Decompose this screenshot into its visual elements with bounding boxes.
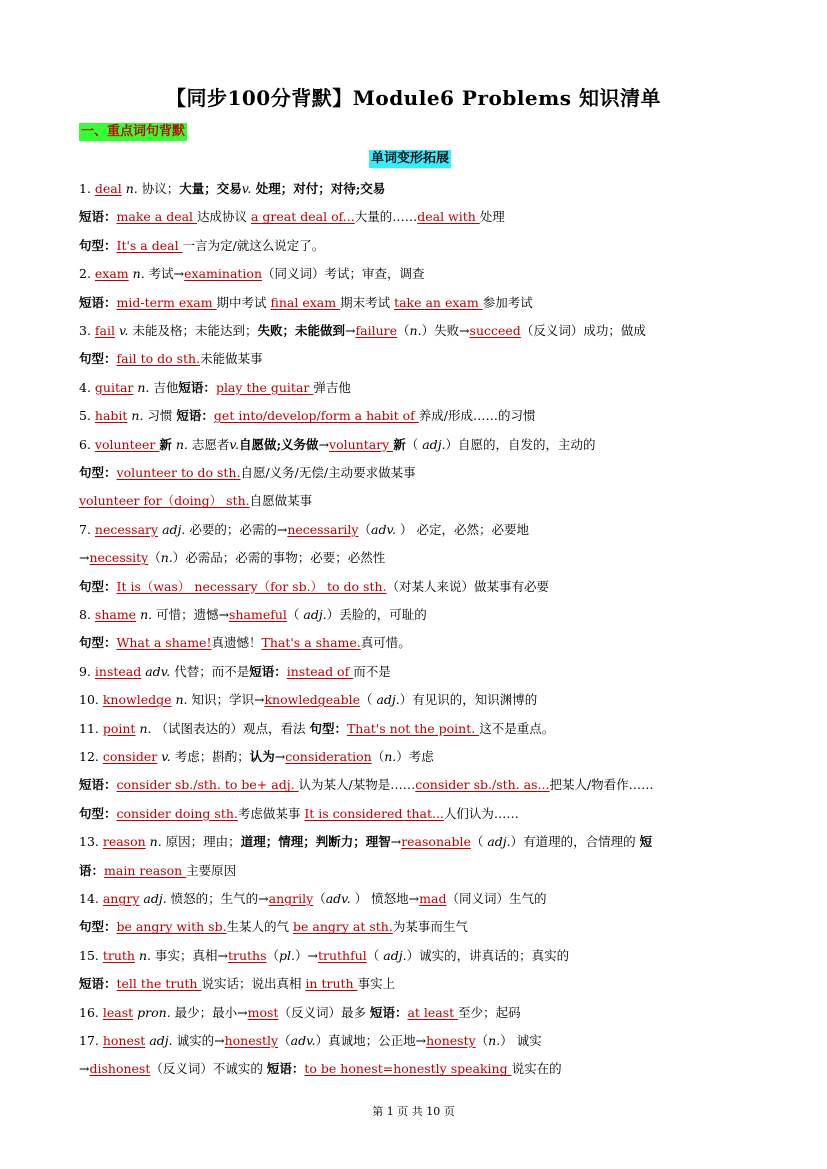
plain-text: 13. — [79, 834, 103, 850]
plain-text: 自愿做某事 — [249, 493, 313, 509]
answer-text: shameful — [229, 607, 287, 622]
answer-text: succeed — [469, 323, 521, 338]
bold-text: 句型： — [79, 635, 117, 651]
pos-text: v. — [161, 749, 171, 764]
vocab-line — [79, 947, 569, 965]
bold-text: 道理；情理；判断力；理智 — [240, 834, 391, 850]
pos-text: n. — [132, 266, 145, 282]
plain-text: 真遗憾！ — [211, 635, 262, 651]
vocab-line — [79, 1060, 562, 1078]
plain-text: 17. — [79, 1033, 103, 1048]
plain-text: 原因；理由； — [161, 834, 241, 850]
answer-text: consideration — [285, 749, 372, 764]
plain-text: ）有道理的，合情理的 — [510, 834, 640, 850]
answer-text: That's a shame. — [261, 635, 361, 651]
plain-text: 知识；学识→ — [187, 692, 265, 708]
plain-text: （反义词）最多 — [278, 1004, 370, 1020]
answer-text: necessarily — [287, 521, 359, 537]
answer-text: volunteer — [94, 436, 160, 452]
plain-text: 大量的…… — [354, 209, 418, 225]
pos-text: v. — [229, 436, 239, 452]
answer-text: fail to do sth. — [116, 351, 201, 367]
answer-text: necessary — [94, 521, 159, 537]
plain-text: （ — [313, 891, 326, 906]
vocab-line — [79, 890, 546, 908]
vocab-line — [79, 322, 646, 340]
vocab-line — [79, 805, 519, 823]
plain-text: ）→ — [295, 947, 318, 963]
answer-text: truths — [227, 947, 267, 963]
plain-text: → — [274, 749, 286, 764]
vocab-line — [79, 208, 505, 226]
bold-text: 句型： — [79, 805, 117, 821]
bold-text: 句型： — [79, 237, 117, 253]
pos-text: n. — [175, 436, 188, 452]
answer-text: angrily — [268, 891, 314, 906]
vocab-line — [79, 350, 263, 368]
plain-text: 这不是重点。 — [479, 720, 555, 736]
pos-text: adj. — [303, 607, 327, 622]
plain-text: （ — [278, 1033, 291, 1048]
answer-text: consider sb./sth. as... — [415, 777, 550, 793]
answer-text: instead of — [286, 663, 354, 679]
vocab-line — [79, 492, 312, 510]
subsection-heading: 单词变形拓展 — [371, 151, 450, 166]
plain-text: 协议； — [137, 181, 180, 196]
answer-text: It's a deal — [116, 237, 183, 253]
plain-text: 至少；起码 — [458, 1004, 521, 1020]
plain-text: 达成协议 — [197, 209, 251, 225]
plain-text: 10. — [79, 692, 103, 708]
plain-text: 1. — [79, 181, 95, 196]
plain-text: （ — [358, 521, 372, 537]
pos-text: n. — [409, 323, 422, 338]
plain-text: 2. — [79, 266, 95, 282]
plain-text: 事实上 — [357, 976, 396, 992]
plain-text: 期末考试 — [340, 294, 395, 310]
pos-text: pron. — [137, 1004, 171, 1020]
answer-text: knowledge — [102, 692, 172, 708]
plain-text: 养成/形成……的习惯 — [418, 408, 536, 424]
plain-text: 代替；而不是 — [170, 663, 250, 679]
plain-text: 15. — [79, 947, 103, 963]
bold-text: 短语： — [176, 408, 214, 424]
bold-text: 短语： — [79, 209, 117, 225]
answer-text: dishonest — [89, 1061, 151, 1077]
plain-text: 主要原因 — [186, 862, 237, 878]
plain-text: → — [79, 550, 90, 566]
answer-text: honestly — [224, 1033, 279, 1048]
bold-text: 句型： — [309, 720, 347, 736]
vocab-line — [79, 975, 395, 993]
plain-text: → — [79, 1061, 90, 1077]
vocab-line — [79, 663, 391, 681]
plain-text: 11. — [79, 720, 103, 736]
bold-text: 短语： — [369, 1004, 408, 1020]
answer-text: point — [102, 720, 136, 736]
vocab-line — [79, 464, 416, 482]
bold-text: 短语： — [266, 1061, 305, 1077]
plain-text: ）诚实的，讲真话的；真实的 — [406, 947, 570, 963]
bold-text: 短 — [639, 834, 653, 850]
bold-text: 失败；未能做到 — [257, 323, 346, 338]
vocab-line — [79, 606, 427, 624]
plain-text: 必要的；必需的→ — [185, 521, 288, 537]
plain-text: ）真诚地；公正地→ — [315, 1033, 427, 1048]
plain-text: （ — [405, 436, 423, 452]
answer-text: guitar — [94, 379, 134, 395]
plain-text: ）必需品；必需的事物；必要；必然性 — [172, 550, 386, 566]
vocab-line — [79, 634, 411, 652]
plain-text: ）有见识的，知识渊博的 — [399, 692, 538, 708]
pos-text: adj. — [383, 947, 407, 963]
pos-text: n. — [139, 720, 152, 736]
vocab-line — [79, 549, 385, 567]
plain-text: 考虑；斟酌； — [170, 749, 250, 764]
pos-text: adv. — [145, 663, 171, 679]
vocab-line — [79, 918, 468, 936]
answer-text: instead — [94, 663, 142, 679]
pos-text: adj. — [376, 692, 400, 708]
plain-text: ） 诚实 — [500, 1033, 542, 1048]
plain-text: 事实；真相→ — [151, 947, 228, 963]
answer-text: That's not the point. — [346, 720, 480, 736]
answer-text: to be honest=honestly speaking — [304, 1061, 512, 1077]
plain-text: 愤怒的；生气的→ — [166, 891, 269, 906]
answer-text: most — [247, 1004, 279, 1020]
page-footer: 第 1 页 共 10 页 — [372, 1105, 455, 1118]
plain-text: （试图表达的）观点，看法 — [151, 720, 310, 736]
plain-text: 人们认为…… — [443, 805, 519, 821]
bold-text: 自愿做;义务做 — [238, 436, 319, 452]
plain-text: ）自愿的，自发的，主动的 — [445, 436, 596, 452]
answer-text: play the guitar — [215, 379, 314, 395]
pos-text: n. — [488, 1033, 501, 1048]
plain-text: 参加考试 — [482, 294, 533, 310]
answer-text: It is（was） necessary（for sb.） to do sth. — [116, 578, 387, 594]
answer-text: shame — [94, 607, 137, 622]
page-title: 【同步100分背默】Module6 Problems 知识清单 — [165, 86, 662, 110]
plain-text: 5. — [79, 408, 95, 424]
plain-text: ）考虑 — [396, 749, 434, 764]
plain-text: 吉他 — [149, 379, 179, 395]
plain-text: 说实在的 — [511, 1061, 562, 1077]
pos-text: n. — [131, 408, 144, 424]
section-heading: 一、重点词句背默 — [81, 124, 186, 139]
pos-text: n. — [140, 607, 153, 622]
plain-text: 真可惜。 — [360, 635, 411, 651]
bold-text: 新 — [159, 436, 172, 452]
answer-text: exam — [94, 266, 129, 282]
answer-text: deal — [94, 181, 122, 196]
pos-text: n. — [160, 550, 173, 566]
plain-text: 认为某人/某物是…… — [298, 777, 416, 793]
plain-text: 志愿者 — [187, 436, 230, 452]
answer-text: least — [102, 1004, 134, 1020]
plain-text: 12. — [79, 749, 103, 764]
plain-text: （ — [366, 947, 384, 963]
answer-text: failure — [355, 323, 398, 338]
bold-text: 短语： — [79, 976, 117, 992]
answer-text: be angry at sth. — [293, 919, 393, 935]
answer-text: examination — [184, 266, 262, 282]
answer-text: a great deal of... — [251, 209, 355, 225]
answer-text: mid-term exam — [116, 294, 217, 310]
plain-text: 可惜；遗憾→ — [152, 607, 230, 622]
answer-text: honesty — [426, 1033, 476, 1048]
answer-text: tell the truth — [116, 976, 202, 992]
plain-text: 把某人/物看作…… — [549, 777, 654, 793]
answer-text: voluntary — [329, 436, 394, 452]
vocab-line — [79, 180, 385, 198]
plain-text: （ — [470, 834, 488, 850]
pos-text: n. — [175, 692, 188, 708]
vocab-line — [79, 776, 654, 794]
vocab-line — [79, 720, 554, 738]
bold-text: 句型： — [79, 465, 117, 480]
vocab-line — [79, 237, 324, 255]
answer-text: mad — [419, 891, 447, 906]
pos-text: adj. — [162, 521, 186, 537]
answer-text: fail — [94, 323, 115, 338]
plain-text: 诚实的→ — [172, 1033, 225, 1048]
plain-text: 说实话；说出真相 — [201, 976, 306, 992]
plain-text: 习惯 — [143, 408, 177, 424]
plain-text: 期中考试 — [216, 294, 271, 310]
answer-text: necessity — [89, 550, 149, 566]
answer-text: What a shame! — [116, 635, 212, 651]
plain-text: （反义词）成功；做成 — [520, 323, 646, 338]
bold-text: 句型： — [79, 578, 117, 594]
bold-text: 句型： — [79, 919, 117, 935]
pos-text: adv. — [371, 521, 397, 537]
plain-text: 3. — [79, 323, 95, 338]
bold-text: 新 — [393, 436, 406, 452]
bold-text: 语： — [79, 862, 105, 878]
pos-text: n. — [384, 749, 397, 764]
vocab-line — [79, 521, 529, 539]
vocab-line — [79, 748, 434, 766]
plain-text: 自愿/义务/无偿/主动要求做某事 — [240, 465, 416, 480]
pos-text: adj. — [422, 436, 446, 452]
answer-text: get into/develop/form a habit of — [213, 408, 419, 424]
answer-text: volunteer to do sth. — [116, 465, 241, 480]
plain-text: （ — [359, 692, 377, 708]
plain-text: 弹吉他 — [313, 379, 351, 395]
answer-text: consider sb./sth. to be+ adj. — [116, 777, 299, 793]
pos-text: adj. — [487, 834, 511, 850]
vocab-line — [79, 265, 425, 283]
plain-text: （ — [286, 607, 304, 622]
plain-text: （ — [475, 1033, 489, 1048]
vocab-line — [79, 436, 596, 454]
pos-text: adj. — [143, 891, 167, 906]
plain-text: 生某人的气 — [226, 919, 294, 935]
vocab-line — [79, 1004, 521, 1022]
answer-text: truth — [102, 947, 135, 963]
bold-text: 处理；对付；对待;交易 — [251, 181, 386, 196]
answer-text: be angry with sb. — [116, 919, 227, 935]
answer-text: reasonable — [401, 834, 471, 850]
answer-text: take an exam — [394, 294, 483, 310]
vocab-line — [79, 862, 236, 880]
plain-text: ） 必定，必然；必要地 — [396, 521, 529, 537]
answer-text: volunteer for（doing） sth. — [79, 493, 250, 509]
plain-text: （ — [148, 550, 161, 566]
vocab-line — [79, 691, 537, 709]
pos-text: n. — [137, 379, 150, 395]
plain-text: ）失败→ — [421, 323, 470, 338]
answer-text: at least — [407, 1004, 459, 1020]
answer-text: final exam — [270, 294, 341, 310]
answer-text: consider — [102, 749, 158, 764]
plain-text: → — [318, 436, 330, 452]
plain-text: 考虑做某事 — [237, 805, 305, 821]
bold-text: 短语： — [178, 379, 216, 395]
pos-text: v. — [241, 181, 252, 196]
plain-text: 4. — [79, 379, 95, 395]
plain-text: 一言为定/就这么说定了。 — [182, 237, 325, 253]
vocab-line — [79, 1032, 542, 1050]
bold-text: 短语： — [249, 663, 287, 679]
plain-text: （ — [397, 323, 410, 338]
answer-text: in truth — [305, 976, 358, 992]
plain-text: ） 愤怒地→ — [350, 891, 420, 906]
plain-text: 考试→ — [144, 266, 185, 282]
bold-text: 大量；交易 — [179, 181, 242, 196]
answer-text: angry — [102, 891, 140, 906]
plain-text: （反义词）不诚实的 — [150, 1061, 267, 1077]
plain-text: 16. — [79, 1004, 103, 1020]
answer-text: It is considered that... — [304, 805, 444, 821]
vocab-line — [79, 578, 549, 596]
pos-text: adj. — [149, 1033, 173, 1048]
bold-text: 短语： — [79, 294, 117, 310]
plain-text: 8. — [79, 607, 95, 622]
answer-text: knowledgeable — [264, 692, 360, 708]
pos-text: n. — [138, 947, 151, 963]
pos-text: adv. — [325, 891, 351, 906]
plain-text: 为某事而生气 — [392, 919, 468, 935]
answer-text: main reason — [104, 862, 187, 878]
plain-text: 未能及格；未能达到； — [128, 323, 258, 338]
plain-text: ）丢脸的，可耻的 — [326, 607, 427, 622]
pos-text: pl. — [279, 947, 295, 963]
plain-text: （同义词）考试；审查，调查 — [262, 266, 425, 282]
vocab-line — [79, 407, 535, 425]
plain-text: （ — [266, 947, 280, 963]
plain-text: 7. — [79, 521, 95, 537]
plain-text: 而不是 — [353, 663, 391, 679]
plain-text: 9. — [79, 663, 95, 679]
plain-text: （同义词）生气的 — [446, 891, 547, 906]
plain-text: 14. — [79, 891, 103, 906]
plain-text: → — [390, 834, 402, 850]
answer-text: make a deal — [116, 209, 198, 225]
vocab-line — [79, 833, 652, 851]
answer-text: habit — [94, 408, 128, 424]
plain-text: （对某人来说）做某事有必要 — [386, 578, 550, 594]
answer-text: reason — [102, 834, 146, 850]
plain-text: 处理 — [479, 209, 505, 225]
pos-text: v. — [118, 323, 129, 338]
pos-text: n. — [125, 181, 138, 196]
answer-text: truthful — [317, 947, 367, 963]
vocab-line — [79, 379, 351, 397]
bold-text: 认为 — [249, 749, 275, 764]
plain-text: 最少；最小→ — [170, 1004, 248, 1020]
bold-text: 句型： — [79, 351, 117, 367]
plain-text: → — [345, 323, 356, 338]
vocab-line — [79, 294, 533, 312]
pos-text: adv. — [290, 1033, 316, 1048]
pos-text: n. — [149, 834, 162, 850]
answer-text: consider doing sth. — [116, 805, 238, 821]
answer-text: honest — [102, 1033, 146, 1048]
plain-text: 6. — [79, 436, 95, 452]
plain-text: （ — [371, 749, 385, 764]
bold-text: 短语： — [79, 777, 117, 793]
plain-text: 未能做某事 — [200, 351, 263, 367]
answer-text: deal with — [417, 209, 480, 225]
